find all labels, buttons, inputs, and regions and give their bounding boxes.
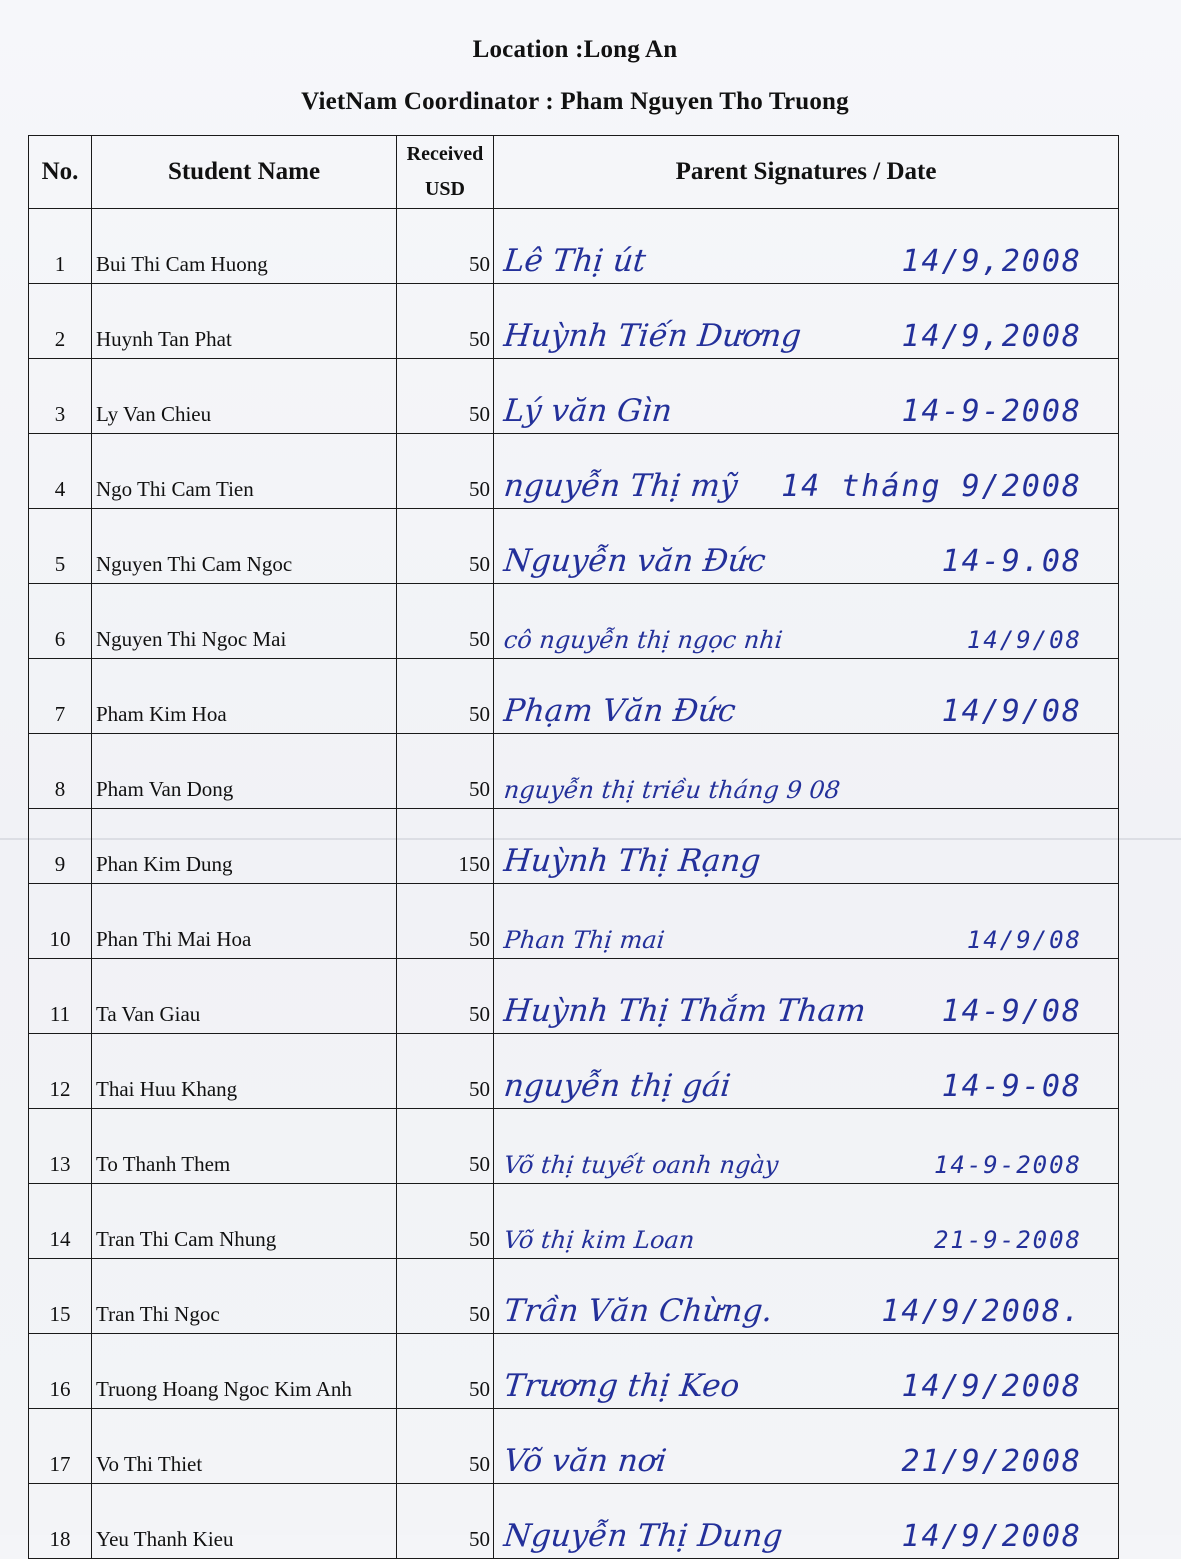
table-row xyxy=(29,734,1119,809)
table-row xyxy=(29,584,1119,659)
column-header-received-line1: Received xyxy=(406,143,484,165)
table-row xyxy=(29,1334,1119,1409)
parent-signature-cell xyxy=(494,359,1119,434)
received-usd-cell: 150 xyxy=(397,809,494,884)
parent-signature-cell xyxy=(494,809,1119,884)
student-name-cell: Vo Thi Thiet xyxy=(92,1409,397,1484)
table-row xyxy=(29,434,1119,509)
parent-signature-cell xyxy=(494,959,1119,1034)
row-number: 16 xyxy=(29,1334,92,1409)
column-header-no: No. xyxy=(29,136,92,209)
handwritten-date: 14-9/08 xyxy=(941,994,1082,1029)
handwritten-signature: Huỳnh Tiến Dương xyxy=(502,318,803,354)
received-usd-cell: 50 xyxy=(397,659,494,734)
received-usd-cell: 50 xyxy=(397,284,494,359)
coordinator-heading: VietNam Coordinator : Pham Nguyen Tho Truong xyxy=(301,88,849,115)
student-name-cell: Truong Hoang Ngoc Kim Anh xyxy=(92,1334,397,1409)
row-number: 4 xyxy=(29,434,92,509)
handwritten-signature: Huỳnh Thị Rạng xyxy=(502,843,763,879)
received-usd-cell: 50 xyxy=(397,434,494,509)
student-name-cell: Bui Thi Cam Huong xyxy=(92,209,397,284)
student-name-cell: Phan Thi Mai Hoa xyxy=(92,884,397,959)
table-row xyxy=(29,1484,1119,1559)
handwritten-signature: Lê Thị út xyxy=(502,243,648,279)
row-number: 17 xyxy=(29,1409,92,1484)
column-header-received-usd xyxy=(397,136,494,209)
handwritten-signature: nguyễn thị triều tháng 9 08 xyxy=(502,776,842,804)
parent-signature-cell xyxy=(494,1109,1119,1184)
table-row xyxy=(29,1034,1119,1109)
received-usd-cell: 50 xyxy=(397,509,494,584)
row-number: 6 xyxy=(29,584,92,659)
parent-signature-cell xyxy=(494,1259,1119,1334)
student-name-cell: Nguyen Thi Ngoc Mai xyxy=(92,584,397,659)
handwritten-date: 14 tháng 9/2008 xyxy=(781,469,1082,504)
row-number: 9 xyxy=(29,809,92,884)
row-number: 5 xyxy=(29,509,92,584)
row-number: 2 xyxy=(29,284,92,359)
handwritten-signature: Võ thị tuyết oanh ngày xyxy=(502,1151,780,1179)
received-usd-cell: 50 xyxy=(397,1334,494,1409)
table-row xyxy=(29,1409,1119,1484)
received-usd-cell: 50 xyxy=(397,884,494,959)
table-row xyxy=(29,959,1119,1034)
row-number: 13 xyxy=(29,1109,92,1184)
student-name-cell: Nguyen Thi Cam Ngoc xyxy=(92,509,397,584)
received-usd-cell: 50 xyxy=(397,209,494,284)
row-number: 8 xyxy=(29,734,92,809)
handwritten-date: 14/9/2008. xyxy=(881,1294,1082,1329)
received-usd-cell: 50 xyxy=(397,1109,494,1184)
handwritten-signature: Trần Văn Chừng. xyxy=(502,1293,775,1329)
table-row xyxy=(29,1109,1119,1184)
handwritten-signature: nguyễn Thị mỹ xyxy=(502,468,740,504)
row-number: 11 xyxy=(29,959,92,1034)
student-name-cell: Ta Van Giau xyxy=(92,959,397,1034)
handwritten-signature: Võ thị kim Loan xyxy=(502,1226,696,1254)
table-row xyxy=(29,809,1119,884)
table-row xyxy=(29,1184,1119,1259)
handwritten-signature: Võ văn nơi xyxy=(502,1443,669,1479)
student-name-cell: Thai Huu Khang xyxy=(92,1034,397,1109)
handwritten-signature: cô nguyễn thị ngọc nhi xyxy=(502,626,785,654)
handwritten-date: 14/9/2008 xyxy=(901,1519,1082,1554)
row-number: 7 xyxy=(29,659,92,734)
handwritten-date: 14/9/08 xyxy=(966,926,1082,954)
handwritten-date: 14/9/2008 xyxy=(901,1369,1082,1404)
handwritten-date: 14/9/08 xyxy=(966,626,1082,654)
column-header-received-line2: USD xyxy=(424,178,465,200)
student-name-cell: Pham Van Dong xyxy=(92,734,397,809)
received-usd-cell: 50 xyxy=(397,359,494,434)
parent-signature-cell xyxy=(494,1409,1119,1484)
student-name-cell: Ly Van Chieu xyxy=(92,359,397,434)
handwritten-signature: Nguyễn Thị Dung xyxy=(502,1518,785,1554)
handwritten-signature: Phan Thị mai xyxy=(502,926,666,954)
row-number: 14 xyxy=(29,1184,92,1259)
student-name-cell: Tran Thi Ngoc xyxy=(92,1259,397,1334)
student-name-cell: Pham Kim Hoa xyxy=(92,659,397,734)
row-number: 12 xyxy=(29,1034,92,1109)
student-name-cell: Ngo Thi Cam Tien xyxy=(92,434,397,509)
table-row xyxy=(29,509,1119,584)
row-number: 3 xyxy=(29,359,92,434)
handwritten-date: 21/9/2008 xyxy=(901,1444,1082,1479)
handwritten-date: 14/9,2008 xyxy=(901,319,1082,354)
parent-signature-cell xyxy=(494,434,1119,509)
row-number: 18 xyxy=(29,1484,92,1559)
parent-signature-cell xyxy=(494,284,1119,359)
table-header-row xyxy=(29,136,1119,209)
received-usd-cell: 50 xyxy=(397,734,494,809)
parent-signature-cell xyxy=(494,1184,1119,1259)
parent-signature-cell xyxy=(494,1034,1119,1109)
student-name-cell: Huynh Tan Phat xyxy=(92,284,397,359)
parent-signature-cell xyxy=(494,509,1119,584)
handwritten-signature: Nguyễn văn Đức xyxy=(502,543,768,579)
row-number: 1 xyxy=(29,209,92,284)
handwritten-date: 14-9-2008 xyxy=(933,1151,1082,1179)
parent-signature-cell xyxy=(494,584,1119,659)
parent-signature-cell xyxy=(494,734,1119,809)
received-usd-cell: 50 xyxy=(397,959,494,1034)
table-row xyxy=(29,884,1119,959)
signature-table xyxy=(28,135,1119,1559)
student-name-cell: Yeu Thanh Kieu xyxy=(92,1484,397,1559)
handwritten-signature: Phạm Văn Đức xyxy=(502,693,738,729)
table-row xyxy=(29,284,1119,359)
handwritten-date: 14/9/08 xyxy=(941,694,1082,729)
table-row xyxy=(29,209,1119,284)
received-usd-cell: 50 xyxy=(397,1484,494,1559)
student-name-cell: Phan Kim Dung xyxy=(92,809,397,884)
handwritten-signature: Trương thị Keo xyxy=(502,1368,742,1404)
handwritten-date: 14-9-2008 xyxy=(901,394,1082,429)
row-number: 10 xyxy=(29,884,92,959)
table-row xyxy=(29,359,1119,434)
student-name-cell: To Thanh Them xyxy=(92,1109,397,1184)
received-usd-cell: 50 xyxy=(397,1409,494,1484)
location-heading: Location :Long An xyxy=(472,36,678,63)
handwritten-signature: Lý văn Gìn xyxy=(502,393,674,429)
table-row xyxy=(29,1259,1119,1334)
handwritten-signature: nguyễn thị gái xyxy=(502,1068,733,1104)
handwritten-date: 14-9-08 xyxy=(941,1069,1082,1104)
parent-signature-cell xyxy=(494,884,1119,959)
column-header-student-name: Student Name xyxy=(92,136,397,209)
received-usd-cell: 50 xyxy=(397,584,494,659)
received-usd-cell: 50 xyxy=(397,1184,494,1259)
handwritten-date: 14-9.08 xyxy=(941,544,1082,579)
parent-signature-cell xyxy=(494,659,1119,734)
row-number: 15 xyxy=(29,1259,92,1334)
column-header-parent-signatures: Parent Signatures / Date xyxy=(494,136,1119,209)
table-row xyxy=(29,659,1119,734)
parent-signature-cell xyxy=(494,209,1119,284)
parent-signature-cell xyxy=(494,1334,1119,1409)
parent-signature-cell xyxy=(494,1484,1119,1559)
received-usd-cell: 50 xyxy=(397,1034,494,1109)
handwritten-date: 21-9-2008 xyxy=(933,1226,1082,1254)
handwritten-signature: Huỳnh Thị Thắm Tham xyxy=(502,993,868,1029)
student-name-cell: Tran Thi Cam Nhung xyxy=(92,1184,397,1259)
handwritten-date: 14/9,2008 xyxy=(901,244,1082,279)
received-usd-cell: 50 xyxy=(397,1259,494,1334)
